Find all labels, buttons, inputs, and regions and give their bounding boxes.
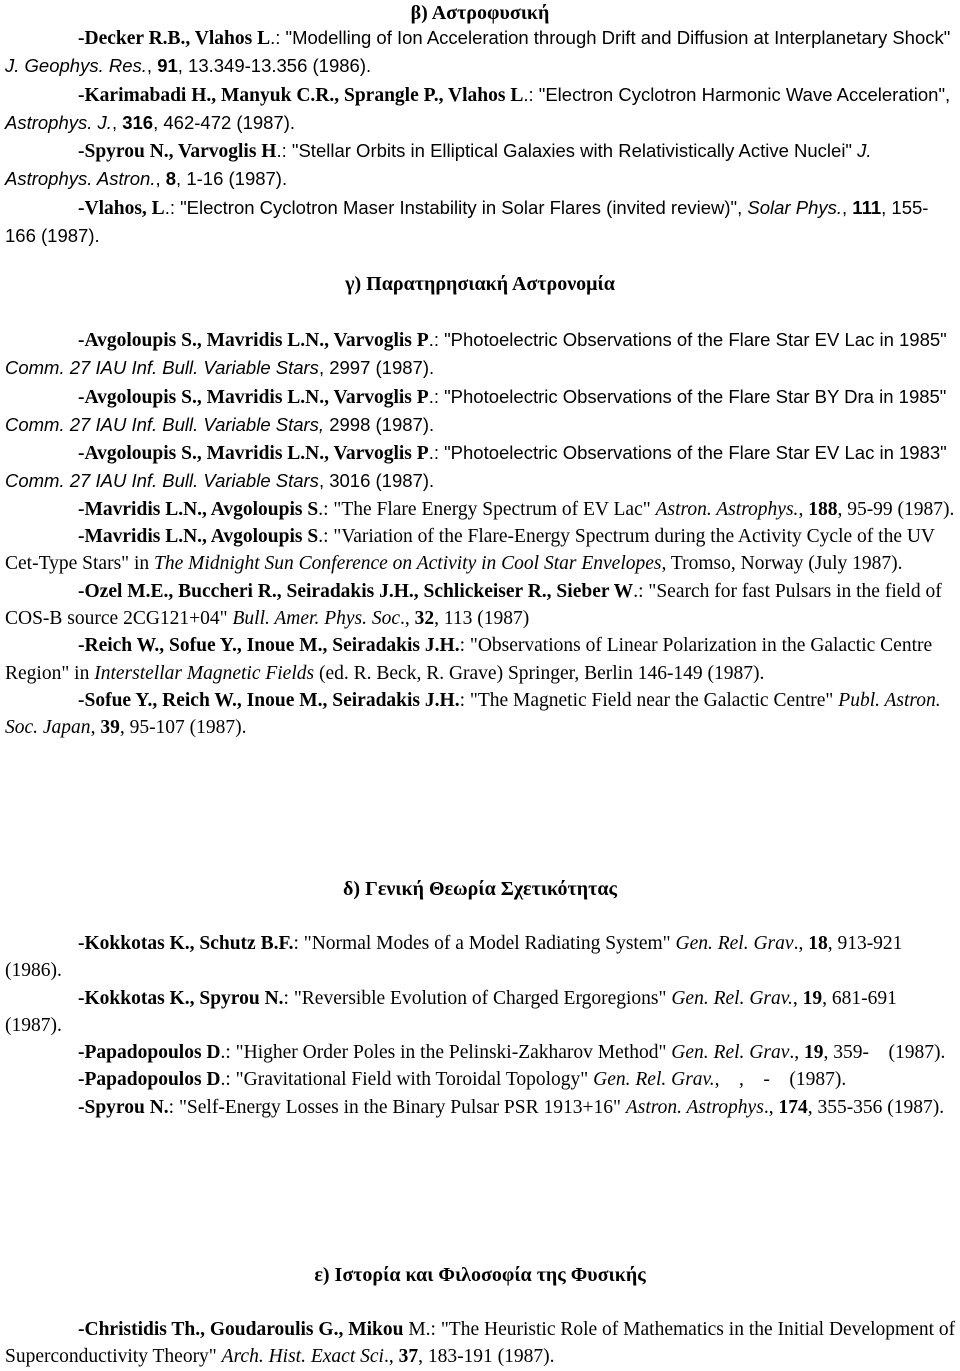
section-general-relativity-entries [5,930,957,1121]
reference-entry [5,137,957,194]
reference-text-segment: .: "Electron Cyclotron Maser Instability in Solar Flares (invited review)", [164,196,748,218]
reference-text-segment: -Reich W., Sofue Y., Inoue M., Seiradakis J.H. [78,635,460,657]
section-heading-observational-astronomy: γ) Παρατηρησιακή Αστρονομία [345,273,615,295]
reference-text-segment: 37 [398,1346,419,1368]
reference-entry [5,326,957,383]
reference-text-segment: Comm. 27 IAU Inf. Bull. Variable Stars [5,357,319,379]
reference-entry [5,1094,957,1121]
reference-text-segment: -Kokkotas K., Schutz B.F. [78,933,294,954]
reference-text-segment: .: "Photoelectric Observations of the Flare Star EV Lac in 1983" [428,442,952,464]
reference-text-segment: ., [789,1042,804,1064]
reference-text-segment: , [798,498,809,520]
reference-text-segment: 19 [803,1042,824,1064]
reference-text-segment: , [111,111,123,133]
reference-text-segment: .: "Stellar Orbits in Elliptical Galaxies with Relativistically Active Nuclei" [276,140,858,162]
reference-entry [5,930,957,985]
reference-text-segment: ., [383,1346,399,1368]
reference-text-segment: 32 [414,607,435,629]
reference-text-segment: , [792,987,803,1009]
reference-text-segment: , 1-16 (1987). [176,168,288,190]
reference-entry [5,523,957,578]
reference-text-segment: -Papadopoulos D [78,1042,221,1064]
reference-text-segment: Arch. Hist. Exact Sci [221,1346,384,1368]
reference-text-segment: , [90,717,101,739]
section-heading-astrophysics: β) Αστροφυσική [410,2,550,24]
reference-entry [5,985,957,1040]
reference-text-segment: -Sofue Y., Reich W., Inoue M., Seiradakis J.H. [78,689,460,711]
reference-entry [5,81,957,138]
reference-text-segment: -Spyrou N. [78,1096,169,1118]
reference-entry [5,687,957,742]
reference-text-segment: ., [793,933,809,954]
reference-text-segment: Gen. Rel. Grav [671,1042,790,1064]
reference-text-segment: -Christidis Th., Goudaroulis G., Mikou [78,1319,404,1340]
reference-text-segment: 8 [165,168,177,190]
reference-text-segment: .: "Photoelectric Observations of the Flare Star BY Dra in 1985" [428,385,952,407]
reference-text-segment: .: "Photoelectric Observations of the Flare Star EV Lac in 1985" [428,329,952,350]
reference-text-segment: 91 [157,55,178,77]
reference-text-segment: -Karimabadi H., Manyuk C.R., Sprangle P., Vlahos L [78,84,524,106]
reference-text-segment: Astron. Astrophys. [655,498,799,520]
reference-entry [5,439,957,496]
reference-text-segment: 316 [122,111,154,133]
reference-text-segment: Astron. Astrophys [625,1096,764,1118]
reference-entry [5,496,957,523]
reference-text-segment: .: "Gravitational Field with Toroidal Topology" [220,1069,594,1091]
reference-text-segment: : "Reversible Evolution of Charged Ergoregions" [283,987,672,1009]
reference-entry [5,1039,957,1066]
reference-text-segment: -Avgoloupis S., Mavridis L.N., Varvoglis P [78,330,429,351]
reference-text-segment: -Papadopoulos D [78,1069,221,1091]
reference-text-segment: Gen. Rel. Grav. [593,1069,715,1091]
reference-text-segment: , 2997 (1987). [318,357,435,379]
reference-text-segment: 2998 (1987). [324,413,435,435]
reference-text-segment: Gen. Rel. Grav. [671,987,793,1009]
reference-text-segment: , 183-191 (1987). [418,1346,555,1368]
reference-text-segment: , 95-99 (1987). [837,498,955,520]
reference-text-segment: , 95-107 (1987). [119,717,247,739]
reference-text-segment: M.: "The Heuristic Role of Mathematics in the Initial Development of Superconductivity Theory" [5,1319,960,1368]
reference-text-segment: .: "Variation of the Flare-Energy Spectrum during the Activity Cycle of the UV Cet-Type Stars" in [5,526,940,575]
reference-text-segment: Comm. 27 IAU Inf. Bull. Variable Stars, [5,413,325,435]
reference-text-segment: , 13.349-13.356 (1986). [177,55,372,77]
reference-text-segment: .: "Modelling of Ion Acceleration through Drift and Diffusion at Interplanetary Shock" [270,27,956,48]
reference-text-segment: Bull. Amer. Phys. Soc [232,607,401,629]
reference-text-segment: .: "Higher Order Poles in the Pelinski-Zakharov Method" [220,1042,672,1064]
reference-text-segment: .: "Search for fast Pulsars in the field of COS-B source 2CG121+04" [5,580,947,629]
reference-text-segment: , 913-921 (1986). [5,933,908,982]
reference-text-segment: 188 [808,498,838,520]
reference-text-segment: Interstellar Magnetic Fields [94,662,315,684]
reference-text-segment: , [155,168,166,190]
section-history-philosophy-entries [5,1316,960,1371]
reference-text-segment: : "Observations of Linear Polarization in the Galactic Centre Region" in [5,635,938,684]
reference-text-segment: 18 [808,933,828,954]
reference-text-segment: ., [400,607,415,629]
reference-text-segment: -Ozel M.E., Buccheri R., Seiradakis J.H., Schlickeiser R., Sieber W [78,580,634,602]
reference-text-segment: ., [763,1096,779,1118]
reference-text-segment: -Mavridis L.N., Avgoloupis S [78,526,319,548]
section-observational-astronomy-entries [5,326,957,741]
reference-text-segment: , 681-691 (1987). [5,987,902,1036]
reference-text-segment: Solar Phys. [747,196,843,218]
reference-entry [5,194,957,251]
reference-text-segment: -Vlahos, L [78,197,165,219]
reference-text-segment: , [146,55,158,77]
section-heading-general-relativity: δ) Γενική Θεωρία Σχετικότητας [343,878,617,900]
reference-entry [5,578,957,633]
reference-text-segment: -Kokkotas K., Spyrou N. [78,987,284,1009]
reference-text-segment: J. Geophys. Res. [5,55,147,77]
reference-text-segment: 39 [100,717,120,739]
reference-entry [5,632,957,687]
reference-text-segment: -Decker R.B., Vlahos L [78,28,271,49]
reference-text-segment: Publ. Astron. Soc. Japan [5,689,946,739]
reference-text-segment: , [842,196,853,218]
reference-text-segment: , 462-472 (1987). [153,111,296,133]
reference-entry [5,383,957,440]
reference-text-segment: , 155-166 (1987). [5,196,929,247]
reference-text-segment: 174 [778,1096,808,1118]
reference-text-segment: The Midnight Sun Conference on Activity in Cool Star Envelopes [154,553,662,575]
section-astrophysics-entries [5,24,957,250]
reference-text-segment: , 359- (1987). [823,1042,946,1064]
reference-text-segment: , Tromso, Norway (July 1987). [661,553,903,575]
reference-text-segment: , 355-356 (1987). [807,1096,945,1118]
reference-text-segment: , , - (1987). [714,1069,847,1091]
reference-entry [5,24,957,81]
reference-text-segment: Comm. 27 IAU Inf. Bull. Variable Stars [5,470,319,492]
reference-text-segment: .: "The Flare Energy Spectrum of EV Lac" [318,498,656,520]
reference-text-segment: Gen. Rel. Grav [675,933,794,954]
reference-text-segment: : "Normal Modes of a Model Radiating System" [293,933,676,954]
reference-entry [5,1316,960,1371]
reference-text-segment: (ed. R. Beck, R. Grave) Springer, Berlin 146-149 (1987). [314,662,765,684]
reference-text-segment: -Spyrou N., Varvoglis H [78,141,277,163]
reference-text-segment: -Mavridis L.N., Avgoloupis S [78,498,319,520]
reference-text-segment: : "The Magnetic Field near the Galactic Centre" [459,689,839,711]
section-heading-history-philosophy: ε) Ιστορία και Φιλοσοφία της Φυσικής [314,1264,646,1286]
reference-text-segment: Astrophys. J. [5,111,112,133]
reference-text-segment: J. Astrophys. Astron. [5,140,876,190]
reference-text-segment: 19 [802,987,823,1009]
reference-text-segment: -Avgoloupis S., Mavridis L.N., Varvoglis P [78,443,429,465]
reference-text-segment: -Avgoloupis S., Mavridis L.N., Varvoglis P [78,386,429,408]
reference-text-segment: : "Self-Energy Losses in the Binary Pulsar PSR 1913+16" [168,1096,626,1118]
reference-entry [5,1066,957,1093]
reference-text-segment: , 3016 (1987). [318,470,435,492]
reference-text-segment: 111 [852,196,882,218]
reference-text-segment: .: "Electron Cyclotron Harmonic Wave Acceleration", [523,83,956,105]
reference-text-segment: , 113 (1987) [434,607,530,629]
